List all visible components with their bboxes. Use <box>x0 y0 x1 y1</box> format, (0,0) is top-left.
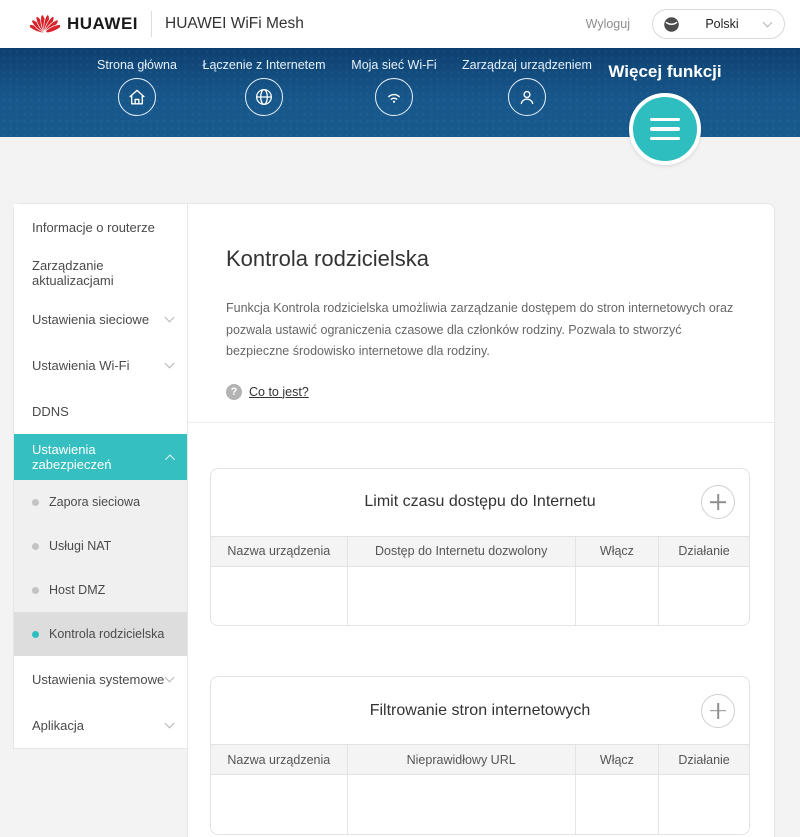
chevron-down-icon <box>165 313 175 323</box>
table-row <box>211 566 749 625</box>
column-header-action: Działanie <box>659 745 749 775</box>
column-header-action: Działanie <box>659 536 749 566</box>
sidebar-item-label: DDNS <box>32 403 69 419</box>
sidebar-item-application[interactable] <box>14 702 187 748</box>
language-selected-value: Polski <box>705 17 739 31</box>
table-header-row <box>211 536 749 566</box>
sidebar-item-label: Ustawienia Wi-Fi <box>32 357 130 373</box>
empty-cell <box>659 775 749 834</box>
column-header-device-name: Nazwa urządzenia <box>211 745 347 775</box>
header-divider <box>151 11 152 37</box>
huawei-flower-icon <box>30 12 60 36</box>
sidebar-item-router-info[interactable] <box>14 204 187 250</box>
sidebar-item-label: Ustawienia systemowe <box>32 671 165 687</box>
globe-icon <box>245 78 283 116</box>
nav-item-label: Łączenie z Internetem <box>202 58 326 72</box>
column-header-enable: Włącz <box>575 745 658 775</box>
nav-item-label: Strona główna <box>97 58 177 72</box>
sidebar-subitem-nat-services[interactable] <box>14 524 187 568</box>
chevron-down-icon <box>763 18 773 28</box>
sidebar-menu <box>13 203 187 749</box>
page-title: Kontrola rodzicielska <box>226 246 429 271</box>
logout-link[interactable]: Wyloguj <box>585 17 630 31</box>
table-row <box>211 775 749 834</box>
nav-item-label: Zarządzaj urządzeniem <box>462 58 592 72</box>
language-selector[interactable] <box>652 9 785 39</box>
nav-item-more-functions-label[interactable]: Więcej funkcji <box>608 62 722 81</box>
help-link-label: Co to jest? <box>249 384 309 399</box>
bullet-dot-icon <box>32 587 39 594</box>
column-header-internet-access-allowed: Dostęp do Internetu dozwolony <box>347 536 575 566</box>
sidebar-item-label: Zarządzanie aktualizacjami <box>32 258 114 288</box>
sidebar-subitem-label: Usługi NAT <box>49 539 112 553</box>
empty-cell <box>575 775 658 834</box>
time-limit-table <box>211 536 749 626</box>
main-content-panel <box>187 203 775 837</box>
internet-time-limit-card <box>210 468 750 627</box>
sidebar-item-security-settings[interactable] <box>14 434 187 480</box>
sidebar-item-network-settings[interactable] <box>14 296 187 342</box>
bullet-dot-icon <box>32 631 39 638</box>
column-header-invalid-url: Nieprawidłowy URL <box>347 745 575 775</box>
product-title: HUAWEI WiFi Mesh <box>165 15 304 32</box>
chevron-down-icon <box>165 673 175 683</box>
user-icon <box>508 78 546 116</box>
card-title: Filtrowanie stron internetowych <box>369 701 591 719</box>
page-description: Funkcja Kontrola rodzicielska umożliwia zarządzanie dostępem do stron internetowych oraz pozwala ustawić ograniczenia czasowe dla członków rodziny. Pozwala to stworzyć bezpieczne środowisko internetowe dla rodziny. <box>226 301 734 358</box>
sidebar-item-label: Ustawienia zabezpieczeń <box>32 442 112 472</box>
table-header-row <box>211 745 749 775</box>
column-header-enable: Włącz <box>575 536 658 566</box>
section-divider <box>188 422 774 423</box>
sidebar-subitem-label: Host DMZ <box>49 583 106 597</box>
empty-cell <box>575 566 658 625</box>
url-filter-table <box>211 744 749 834</box>
sidebar-subitem-label: Zapora sieciowa <box>49 495 141 509</box>
sidebar-item-ddns[interactable] <box>14 388 187 434</box>
add-time-limit-button[interactable] <box>701 485 735 519</box>
sidebar-item-system-settings[interactable] <box>14 656 187 702</box>
card-title-row <box>211 469 749 536</box>
language-globe-icon <box>663 16 680 33</box>
sidebar-item-label: Aplikacja <box>32 717 85 733</box>
card-title-row <box>211 677 749 744</box>
what-is-this-link[interactable] <box>226 384 309 400</box>
empty-cell <box>659 566 749 625</box>
bullet-dot-icon <box>32 543 39 550</box>
sidebar-subitem-label: Kontrola rodzicielska <box>49 627 165 641</box>
nav-item-manage-device[interactable] <box>447 58 607 116</box>
more-functions-button[interactable] <box>629 93 701 165</box>
card-title: Limit czasu dostępu do Internetu <box>364 493 596 510</box>
sidebar-subitem-parental-control[interactable] <box>14 612 187 656</box>
empty-cell <box>211 566 347 625</box>
add-url-filter-button[interactable] <box>701 694 735 728</box>
sidebar-subitem-dmz-host[interactable] <box>14 568 187 612</box>
huawei-logo <box>30 12 138 36</box>
nav-item-label: Moja sieć Wi-Fi <box>351 58 437 72</box>
empty-cell <box>347 775 575 834</box>
question-mark-icon: ? <box>226 384 242 400</box>
wifi-icon <box>375 78 413 116</box>
empty-cell <box>211 775 347 834</box>
home-icon <box>118 78 156 116</box>
sidebar-item-label: Informacje o routerze <box>32 219 155 235</box>
sidebar-item-update-management[interactable] <box>14 250 187 296</box>
sidebar-item-label: Ustawienia sieciowe <box>32 311 150 327</box>
chevron-down-icon <box>165 359 175 369</box>
sidebar-item-wifi-settings[interactable] <box>14 342 187 388</box>
website-filtering-card <box>210 676 750 835</box>
column-header-device-name: Nazwa urządzenia <box>211 536 347 566</box>
bullet-dot-icon <box>32 499 39 506</box>
top-header <box>0 0 800 48</box>
empty-cell <box>347 566 575 625</box>
chevron-down-icon <box>165 719 175 729</box>
brand-name: HUAWEI <box>67 14 138 33</box>
sidebar-subitem-firewall[interactable] <box>14 480 187 524</box>
